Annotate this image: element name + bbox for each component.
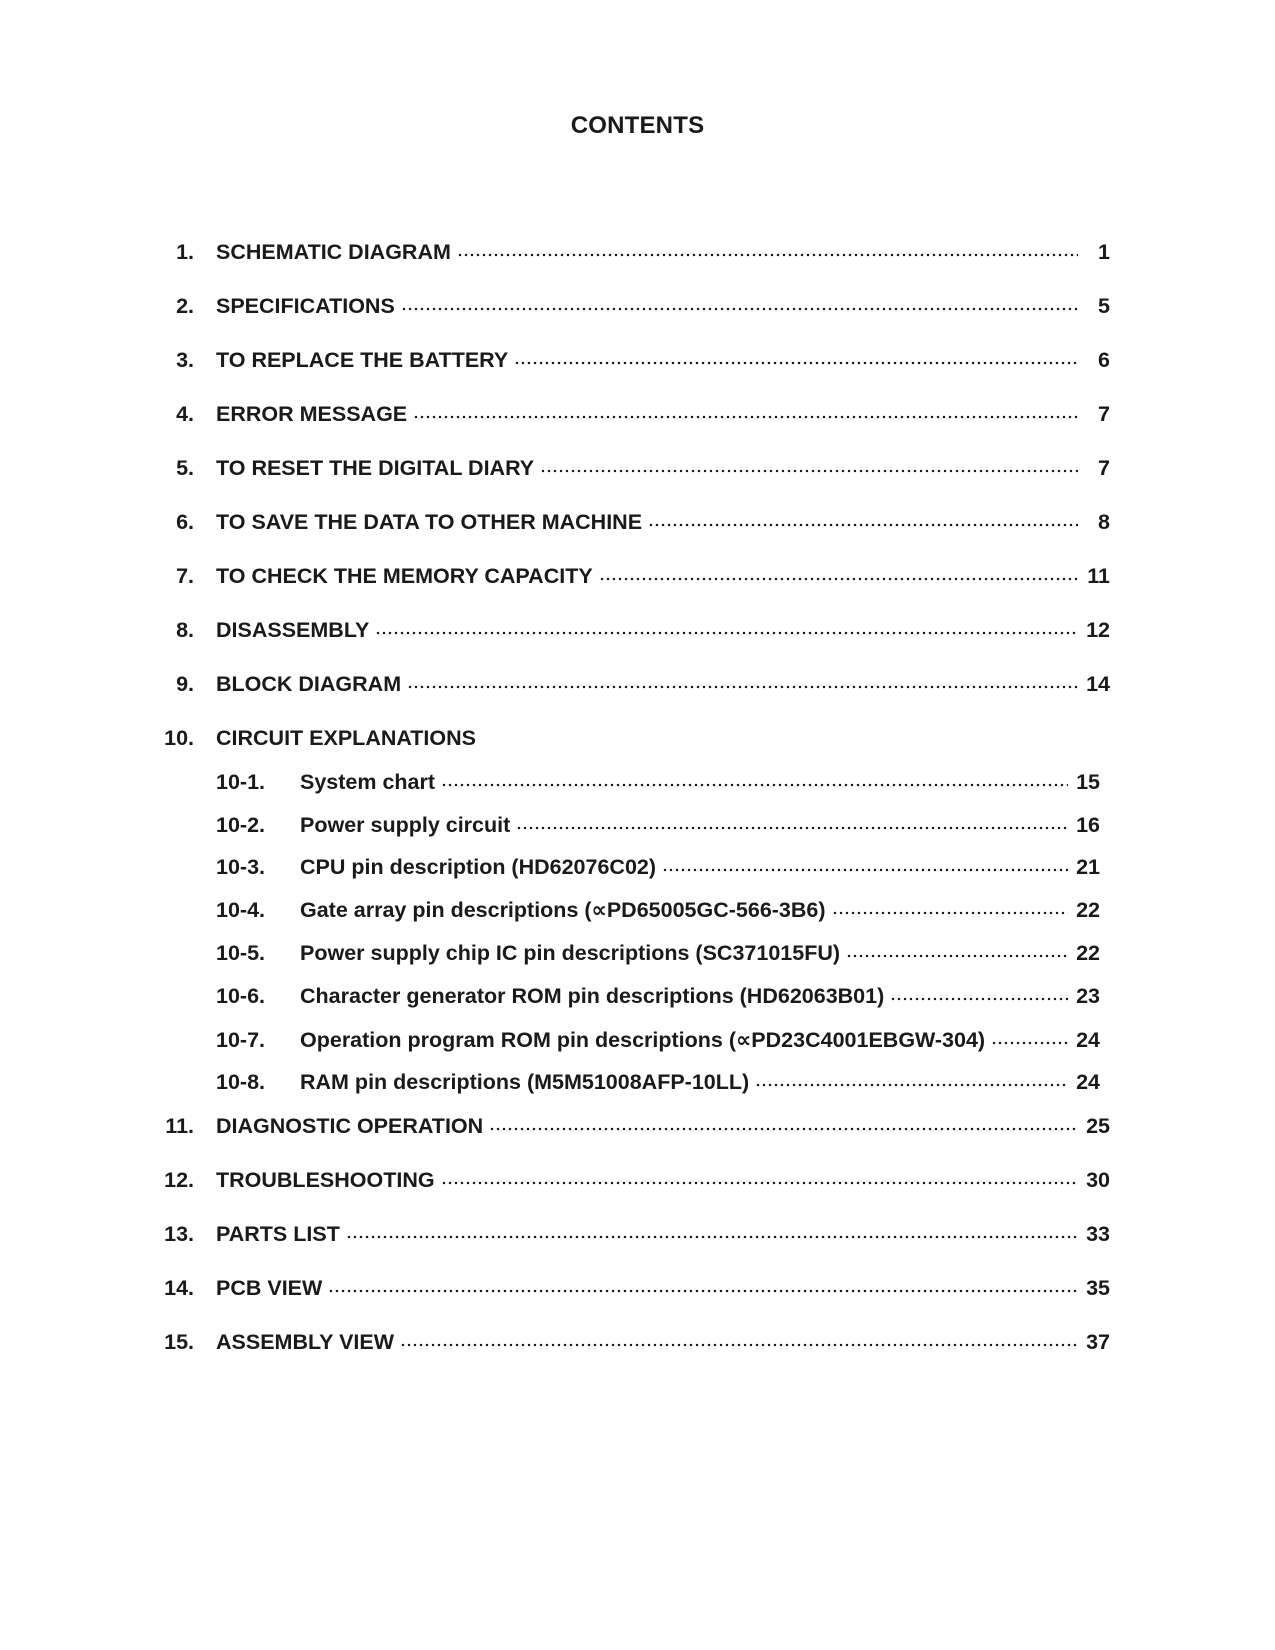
subentry-number: 10-5. (216, 941, 266, 965)
entry-number: 11. (165, 1114, 194, 1138)
subentry-page: 22 (1076, 941, 1100, 965)
entry-number: 3. (176, 348, 194, 372)
subentry-title: System chart (300, 770, 436, 794)
toc-entry[interactable] (150, 346, 1110, 374)
subentry-number: 10-6. (216, 984, 266, 1008)
toc-entry[interactable] (150, 292, 1110, 320)
entry-title: ASSEMBLY VIEW (216, 1330, 395, 1354)
dot-leader (407, 685, 1078, 689)
toc-subentry[interactable] (216, 768, 1100, 796)
entry-page: 5 (1098, 294, 1110, 318)
entry-number: 8. (176, 618, 194, 642)
entry-page: 1 (1098, 240, 1110, 264)
subentry-page: 15 (1076, 770, 1100, 794)
toc-entry[interactable] (150, 454, 1110, 482)
dot-leader (755, 1083, 1068, 1087)
subentry-page: 21 (1076, 855, 1100, 879)
subentry-page: 16 (1076, 813, 1100, 837)
entry-page: 25 (1086, 1114, 1110, 1138)
entry-page: 37 (1086, 1330, 1110, 1354)
dot-leader (514, 361, 1078, 365)
subentry-number: 10-3. (216, 855, 266, 879)
entry-page: 8 (1098, 510, 1110, 534)
toc-subentry[interactable] (216, 896, 1100, 924)
toc-entry[interactable] (150, 508, 1110, 536)
dot-leader (540, 469, 1078, 473)
entry-title: BLOCK DIAGRAM (216, 672, 402, 696)
entry-page: 6 (1098, 348, 1110, 372)
dot-leader (413, 415, 1078, 419)
toc-entry[interactable] (150, 670, 1110, 698)
subentry-title: Character generator ROM pin descriptions (HD62063B01) (300, 984, 885, 1008)
toc-subentry[interactable] (216, 1026, 1100, 1054)
toc-subentry[interactable] (216, 853, 1100, 881)
toc-subentry[interactable] (216, 1068, 1100, 1096)
entry-title: ERROR MESSAGE (216, 402, 408, 426)
entry-title: TO REPLACE THE BATTERY (216, 348, 509, 372)
toc-entry[interactable] (150, 1112, 1110, 1140)
subentry-page: 23 (1076, 984, 1100, 1008)
toc-entry[interactable] (150, 400, 1110, 428)
subentry-title: CPU pin description (HD62076C02) (300, 855, 657, 879)
dot-leader (441, 1181, 1078, 1185)
dot-leader (400, 1343, 1078, 1347)
toc-entry[interactable] (150, 1166, 1110, 1194)
entry-title: TROUBLESHOOTING (216, 1168, 435, 1192)
entry-page: 11 (1087, 564, 1110, 588)
subentry-title: Gate array pin descriptions (∝PD65005GC-566-3B6) (300, 898, 826, 922)
dot-leader (489, 1127, 1078, 1131)
entry-title: TO CHECK THE MEMORY CAPACITY (216, 564, 593, 588)
subentry-page: 24 (1076, 1070, 1100, 1094)
entry-page: 30 (1086, 1168, 1110, 1192)
subentry-number: 10-8. (216, 1070, 266, 1094)
subentry-title: Operation program ROM pin descriptions (∝PD23C4001EBGW-304) (300, 1028, 986, 1052)
toc-entry[interactable] (150, 1328, 1110, 1356)
dot-leader (457, 253, 1078, 257)
toc-entry[interactable] (150, 238, 1110, 266)
entry-title: DIAGNOSTIC OPERATION (216, 1114, 484, 1138)
dot-leader (346, 1235, 1078, 1239)
dot-leader (401, 307, 1078, 311)
dot-leader (832, 911, 1068, 915)
entry-page: 14 (1086, 672, 1110, 696)
subentry-number: 10-2. (216, 813, 266, 837)
subentry-page: 24 (1076, 1028, 1100, 1052)
page-title: CONTENTS (570, 112, 705, 139)
entry-page: 7 (1098, 456, 1110, 480)
entry-title: TO RESET THE DIGITAL DIARY (216, 456, 535, 480)
dot-leader (516, 826, 1068, 830)
entry-page: 12 (1086, 618, 1110, 642)
entry-page: 33 (1086, 1222, 1110, 1246)
entry-page: 7 (1098, 402, 1110, 426)
dot-leader (662, 868, 1068, 872)
entry-title: DISASSEMBLY (216, 618, 370, 642)
entry-number: 4. (176, 402, 194, 426)
dot-leader (846, 954, 1068, 958)
toc-entry-heading[interactable] (150, 724, 1110, 752)
toc-subentry[interactable] (216, 982, 1100, 1010)
entry-number: 10. (164, 726, 194, 750)
toc-entry[interactable] (150, 1274, 1110, 1302)
subentry-number: 10-1. (216, 770, 266, 794)
entry-number: 6. (176, 510, 194, 534)
dot-leader (375, 631, 1078, 635)
dot-leader (599, 577, 1078, 581)
entry-number: 12. (164, 1168, 194, 1192)
entry-number: 14. (164, 1276, 194, 1300)
toc-subentry[interactable] (216, 939, 1100, 967)
subentry-number: 10-4. (216, 898, 266, 922)
entry-title: TO SAVE THE DATA TO OTHER MACHINE (216, 510, 643, 534)
toc-entry[interactable] (150, 1220, 1110, 1248)
entry-title: PCB VIEW (216, 1276, 323, 1300)
toc-entry[interactable] (150, 562, 1110, 590)
entry-title: PARTS LIST (216, 1222, 340, 1246)
toc-entry[interactable] (150, 616, 1110, 644)
dot-leader (441, 783, 1068, 787)
entry-number: 13. (164, 1222, 194, 1246)
subentry-title: Power supply circuit (300, 813, 511, 837)
entry-number: 7. (176, 564, 194, 588)
dot-leader (648, 523, 1078, 527)
entry-title: SPECIFICATIONS (216, 294, 395, 318)
entry-number: 9. (176, 672, 194, 696)
toc-subentry[interactable] (216, 811, 1100, 839)
entry-title: CIRCUIT EXPLANATIONS (216, 726, 476, 750)
entry-number: 2. (176, 294, 194, 318)
dot-leader (328, 1289, 1078, 1293)
entry-title: SCHEMATIC DIAGRAM (216, 240, 451, 264)
subentry-title: RAM pin descriptions (M5M51008AFP-10LL) (300, 1070, 750, 1094)
subentry-number: 10-7. (216, 1028, 266, 1052)
entry-number: 1. (176, 240, 194, 264)
entry-number: 15. (164, 1330, 194, 1354)
entry-page: 35 (1086, 1276, 1110, 1300)
entry-number: 5. (176, 456, 194, 480)
subentry-page: 22 (1076, 898, 1100, 922)
subentry-title: Power supply chip IC pin descriptions (SC371015FU) (300, 941, 841, 965)
dot-leader (890, 997, 1068, 1001)
dot-leader (991, 1041, 1068, 1045)
